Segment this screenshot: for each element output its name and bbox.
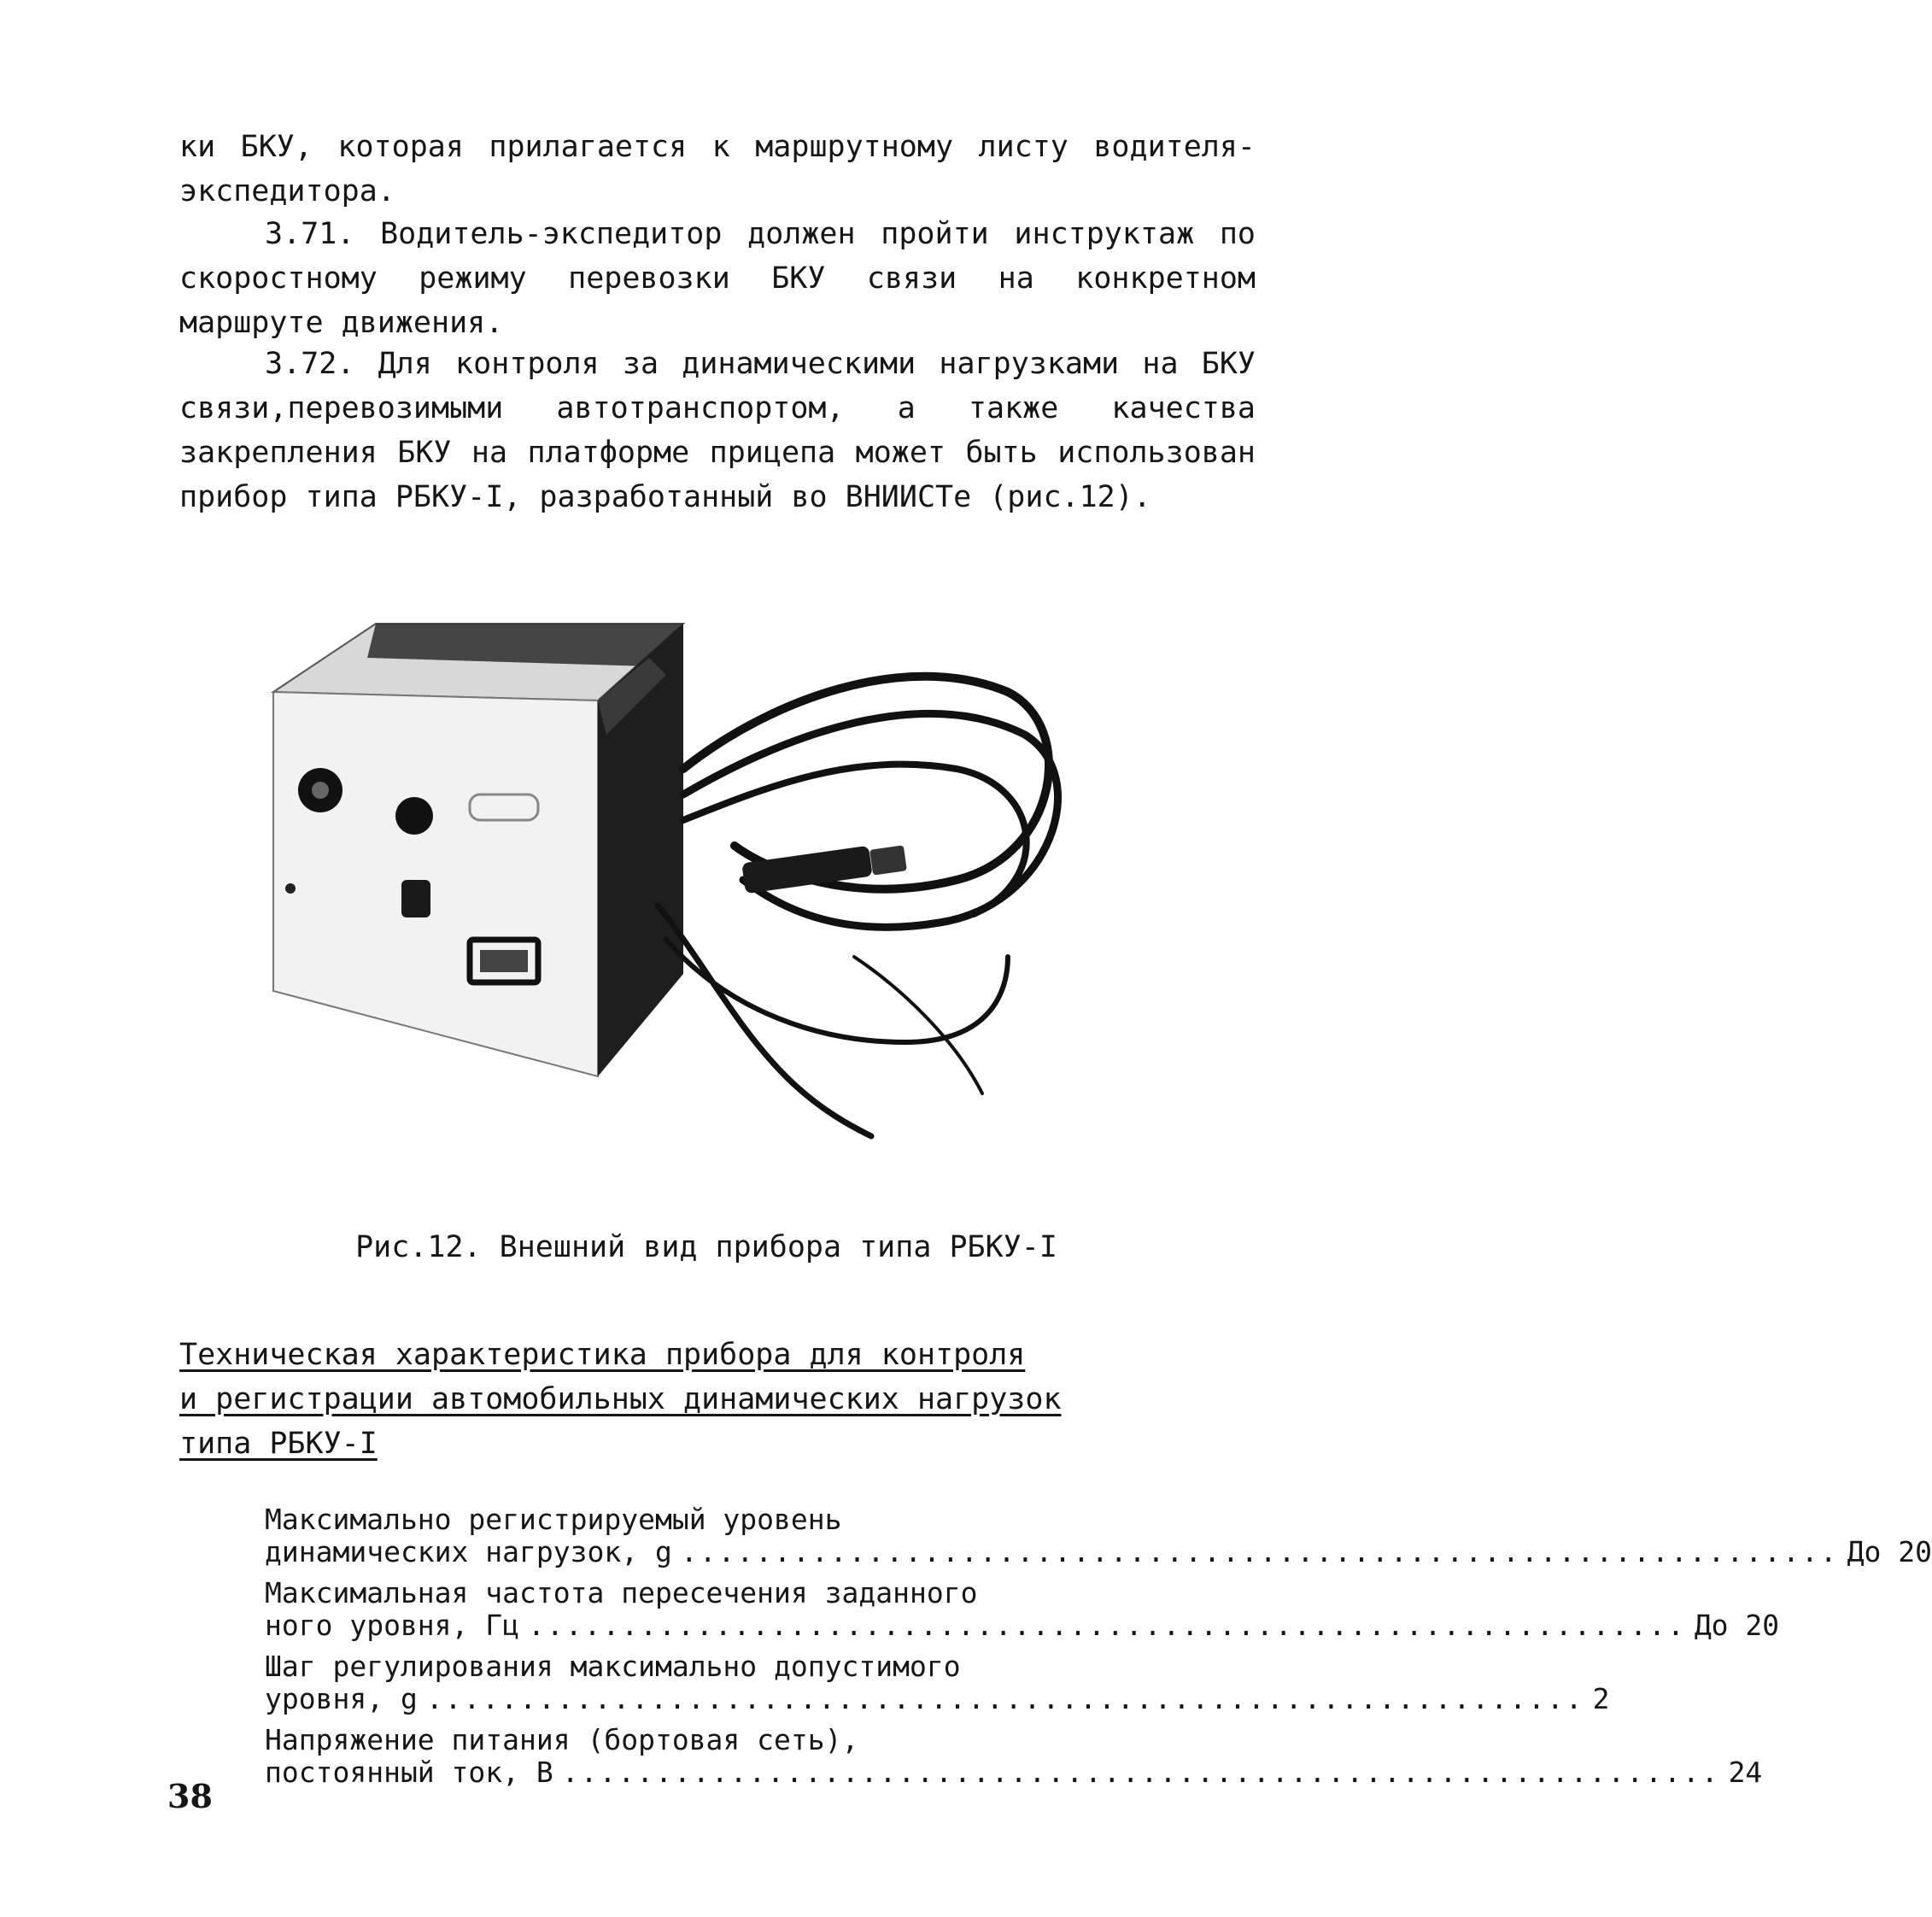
cables (658, 677, 1058, 1136)
paragraph-3-71: 3.71. Водитель-экспедитор должен пройти инструктаж по скоростному режиму перевозки БКУ связи на конкретном маршруте движения. (179, 217, 1256, 340)
spec-item (265, 1723, 1763, 1789)
device-box (273, 624, 683, 1076)
paragraph-3-72: 3.72. Для контроля за динамическими нагрузками на БКУ связи,перевозимыми автотранспортом, а также качества закрепления БКУ на платформе прицепа может быть использован прибор типа РБКУ-I, разработанный во ВНИИСТе (рис.12). (179, 347, 1256, 514)
spec-label-end: постоянный ток, В (265, 1756, 553, 1789)
page-number: 38 (167, 1777, 213, 1815)
spec-value: До 20 (1847, 1535, 1932, 1568)
spec-item (265, 1503, 1932, 1568)
spec-label-end: ного уровня, Гц (265, 1609, 520, 1642)
figure-caption: Рис.12. Внешний вид прибора типа РБКУ-I (355, 1230, 1057, 1264)
spec-heading (179, 1333, 1062, 1466)
spec-label: Максимальная частота пересечения заданного (265, 1576, 978, 1609)
leader-dots: .............................................................. (680, 1535, 1839, 1568)
spec-heading-line-2: и регистрации автомобильных динамических нагрузок (179, 1382, 1062, 1416)
spec-label-end: уровня, g (265, 1682, 418, 1715)
spec-label: Максимально регистрируемый уровень (265, 1503, 842, 1536)
leader-dots: .............................................................. (425, 1682, 1584, 1715)
spec-label: Шаг регулирования максимально допустимого (265, 1650, 961, 1683)
spec-item (265, 1650, 1610, 1715)
paragraph-continuation: ки БКУ, которая прилагается к маршрутному листу водителя-экспедитора. (179, 130, 1256, 208)
spec-value: До 20 (1694, 1609, 1780, 1642)
spec-heading-line-1: Техническая характеристика прибора для контроля (179, 1338, 1026, 1372)
spec-list (265, 1503, 1932, 1797)
spec-label-end: динамических нагрузок, g (265, 1535, 672, 1568)
leader-dots: .............................................................. (528, 1609, 1686, 1642)
spec-value: 2 (1592, 1682, 1610, 1715)
spec-value: 24 (1728, 1756, 1763, 1789)
leader-dots: .............................................................. (561, 1756, 1720, 1789)
spec-heading-line-3: типа РБКУ-I (179, 1427, 378, 1461)
spec-label: Напряжение питания (бортовая сеть), (265, 1723, 859, 1756)
device-photo (256, 598, 1127, 1145)
spec-item (265, 1576, 1780, 1642)
